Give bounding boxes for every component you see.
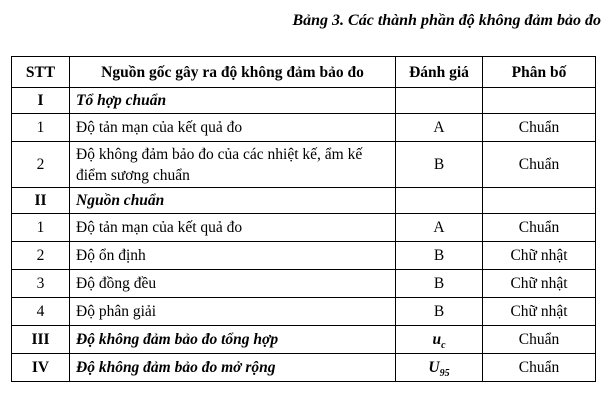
cell-evaluation: B [396, 298, 483, 326]
table-row [12, 298, 596, 326]
cell-distribution [483, 88, 596, 114]
cell-stt: III [12, 326, 70, 354]
cell-stt: 2 [12, 242, 70, 270]
symbol-main: u [432, 331, 442, 348]
cell-stt: 2 [12, 142, 70, 188]
cell-distribution: Chuẩn [483, 214, 596, 242]
cell-evaluation: A [396, 214, 483, 242]
cell-distribution: Chữ nhật [483, 298, 596, 326]
cell-evaluation: A [396, 114, 483, 142]
header-evaluation: Đánh giá [396, 57, 483, 88]
cell-source: Độ ổn định [70, 242, 396, 270]
table-row [12, 242, 596, 270]
table-row [12, 214, 596, 242]
cell-distribution: Chữ nhật [483, 270, 596, 298]
table-row [12, 270, 596, 298]
cell-distribution: Chuẩn [483, 142, 596, 188]
uncertainty-components-table [11, 56, 596, 382]
cell-evaluation: B [396, 270, 483, 298]
cell-distribution: Chuẩn [483, 114, 596, 142]
cell-source: Độ không đảm bảo đo của các nhiệt kế, ẩm kế điểm sương chuẩn [70, 142, 396, 188]
cell-evaluation [396, 326, 483, 354]
cell-distribution [483, 188, 596, 214]
table-caption: Bảng 3. Các thành phần độ không đảm bảo đo [292, 12, 601, 29]
cell-evaluation [396, 354, 483, 382]
cell-distribution: Chuẩn [483, 354, 596, 382]
cell-source: Độ không đảm bảo đo tổng hợp [70, 326, 396, 354]
header-stt: STT [12, 57, 70, 88]
cell-evaluation: B [396, 242, 483, 270]
cell-source: Tổ hợp chuẩn [70, 88, 396, 114]
cell-source: Độ tản mạn của kết quả đo [70, 214, 396, 242]
cell-stt: 1 [12, 214, 70, 242]
header-row [12, 57, 596, 88]
cell-source: Độ không đảm bảo đo mở rộng [70, 354, 396, 382]
header-distribution: Phân bố [483, 57, 596, 88]
cell-stt: IV [12, 354, 70, 382]
cell-stt: I [12, 88, 70, 114]
symbol-subscript: c [441, 340, 446, 352]
cell-stt: II [12, 188, 70, 214]
symbol-main: U [428, 359, 440, 376]
table-row-group-iv [12, 354, 596, 382]
cell-stt: 3 [12, 270, 70, 298]
cell-source: Độ phân giải [70, 298, 396, 326]
cell-distribution: Chuẩn [483, 326, 596, 354]
header-source: Nguồn gốc gây ra độ không đảm bảo đo [70, 57, 396, 88]
symbol-subscript: 95 [439, 368, 450, 380]
cell-evaluation [396, 188, 483, 214]
cell-source: Nguồn chuẩn [70, 188, 396, 214]
cell-distribution: Chữ nhật [483, 242, 596, 270]
cell-stt: 4 [12, 298, 70, 326]
table-row [12, 114, 596, 142]
cell-stt: 1 [12, 114, 70, 142]
table-row-group-iii [12, 326, 596, 354]
table-row-group-i [12, 88, 596, 114]
cell-evaluation: B [396, 142, 483, 188]
cell-source: Độ đồng đều [70, 270, 396, 298]
cell-evaluation [396, 88, 483, 114]
table-row [12, 142, 596, 188]
cell-source: Độ tản mạn của kết quả đo [70, 114, 396, 142]
table-row-group-ii [12, 188, 596, 214]
